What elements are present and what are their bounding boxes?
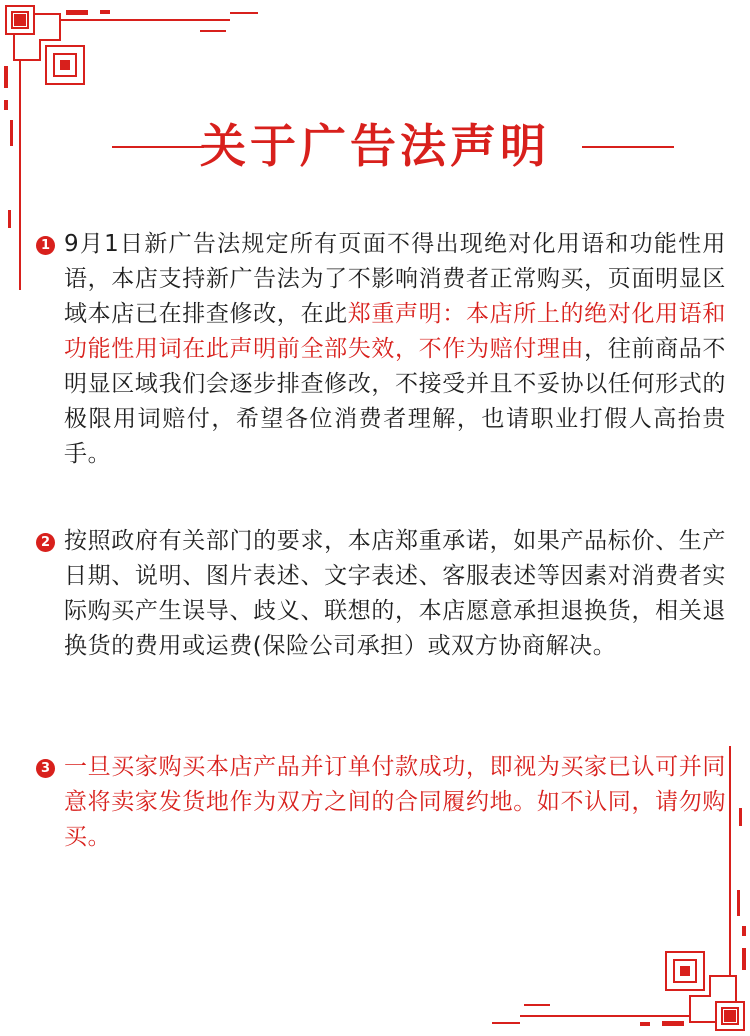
- statement-item-3: [36, 750, 726, 855]
- statement-text-plain: 9月1日新广告法规定所有页面不得出现绝对化用语和功能性用语，本店支持新广告法为了不影响消费者正常购买，页面明显区域本店已在排查修改，在此: [64, 231, 726, 327]
- title-divider-right: [582, 146, 674, 148]
- statement-item-2: [36, 524, 726, 664]
- statement-item-1: [36, 227, 726, 472]
- page-title: 关于广告法声明: [200, 119, 550, 173]
- statement-text: 按照政府有关部门的要求，本店郑重承诺，如果产品标价、生产日期、说明、图片表述、文字表述、客服表述等因素对消费者实际购买产生误导、歧义、联想的，本店愿意承担退换货，相关退换货的费用或运费(保险公司承担）或双方协商解决。: [64, 528, 726, 659]
- number-badge: 2: [36, 533, 55, 552]
- number-badge: 3: [36, 759, 55, 778]
- statement-text-plain-after: ，往前商品不明显区域我们会逐步排查修改，不接受并且不妥协以任何形式的极限用词赔付，希望各位消费者理解，也请职业打假人高抬贵手。: [64, 336, 726, 467]
- number-badge: 1: [36, 236, 55, 255]
- title-section: [0, 118, 750, 178]
- statement-text: 一旦买家购买本店产品并订单付款成功，即视为买家已认可并同意将卖家发货地作为双方之间的合同履约地。如不认同，请勿购买。: [64, 754, 726, 850]
- statement-text: [64, 227, 726, 472]
- statement-highlight: 郑重声明：本店所上的绝对化用语和功能性用词在此声明前全部失效，不作为赔付理由: [64, 301, 726, 362]
